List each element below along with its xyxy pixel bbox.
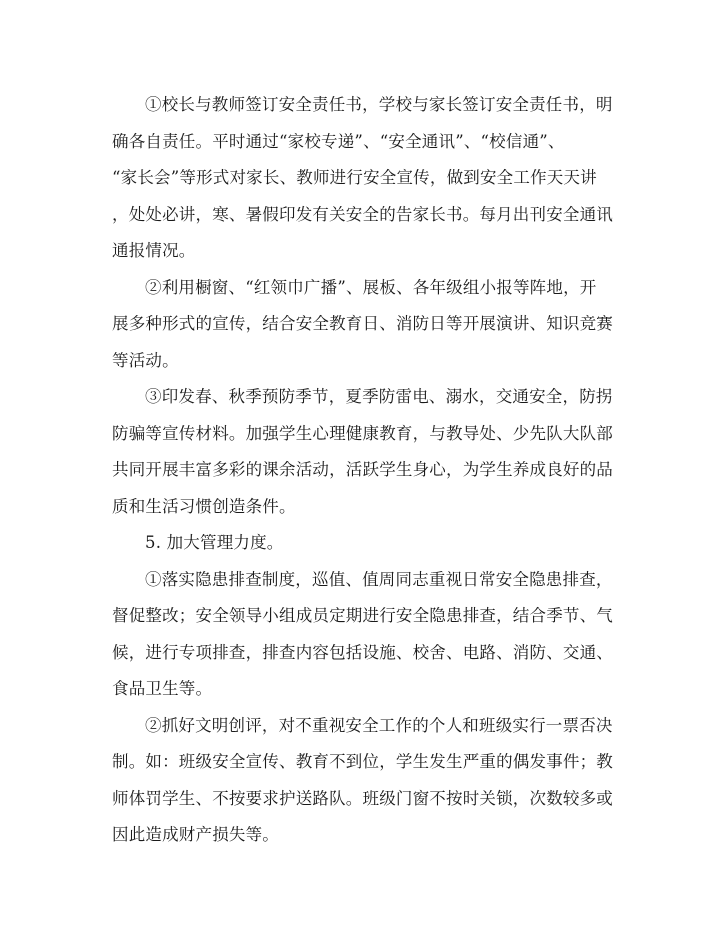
paragraph-line: 质和生活习惯创造条件。 <box>112 496 296 516</box>
body-text <box>112 87 612 854</box>
paragraph-line: 制。如：班级安全宣传、教育不到位，学生发生严重的偶发事件；教 <box>112 752 613 771</box>
paragraph-line: ①落实隐患排查制度，巡值、值周同志重视日常安全隐患排查， <box>145 569 613 589</box>
paragraph-line: ③印发春、秋季预防季节，夏季防雷电、溺水，交通安全，防拐 <box>145 387 613 406</box>
paragraph-line: 确各自责任。平时通过“家校专递”、“安全通讯”、“校信通”、 <box>112 131 565 151</box>
paragraph-line: ①校长与教师签订安全责任书，学校与家长签订安全责任书，明 <box>145 95 613 114</box>
paragraph-line: ②利用橱窗、“红领巾广播”、展板、各年级组小报等阵地，开 <box>145 277 597 297</box>
paragraph-line: 通报情况。 <box>112 241 196 260</box>
paragraph-line: “家长会”等形式对家长、教师进行安全宣传，做到安全工作天天讲 <box>112 168 597 187</box>
paragraph-line: 共同开展丰富多彩的课余活动，活跃学生身心，为学生养成良好的品 <box>112 460 613 479</box>
paragraph-line: 展多种形式的宣传，结合安全教育日、消防日等开展演讲、知识竞赛 <box>112 314 613 333</box>
paragraph-line: 食品卫生等。 <box>112 679 213 698</box>
paragraph-line: 候，进行专项排查，排查内容包括设施、校舍、电路、消防、交通、 <box>112 642 613 662</box>
paragraph-line: ，处处必讲，寒、暑假印发有关安全的告家长书。每月出刊安全通讯 <box>112 204 613 224</box>
paragraph-line: 督促整改；安全领导小组成员定期进行安全隐患排查，结合季节、气 <box>112 606 613 625</box>
paragraph-line: 因此造成财产损失等。 <box>112 825 279 844</box>
paragraph-line: 等活动。 <box>112 350 179 370</box>
paragraph-line: ②抓好文明创评，对不重视安全工作的个人和班级实行一票否决 <box>145 715 613 735</box>
section-heading: 5. 加大管理力度。 <box>145 533 284 552</box>
paragraph-line: 防骗等宣传材料。加强学生心理健康教育，与教导处、少先队大队部 <box>112 423 613 443</box>
paragraph-line: 师体罚学生、不按要求护送路队。班级门窗不按时关锁，次数较多或 <box>112 788 613 808</box>
